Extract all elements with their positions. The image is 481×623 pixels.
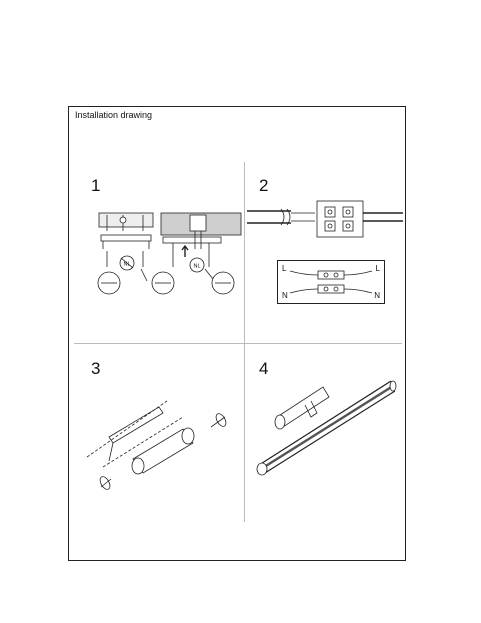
drawing-title: Installation drawing: [75, 110, 153, 120]
step1-bracket-left: [101, 235, 151, 241]
live-label-right: L: [375, 264, 380, 273]
step2-wiring-lines: [278, 261, 384, 303]
step2-cable-right: [363, 213, 403, 221]
step1-bracket-right: [163, 237, 221, 243]
step3-rotate-icon-left: [98, 475, 112, 491]
step-number-3: 3: [91, 359, 101, 378]
horizontal-divider: [74, 343, 402, 344]
step3-attach-lamp-illustration: [83, 387, 243, 497]
neutral-label-left: N: [282, 291, 288, 300]
step4-finished-lamp-illustration: [245, 377, 405, 487]
step1-badge-right-label: NL: [193, 263, 201, 270]
step2-wiring-legend: [277, 260, 385, 304]
step-number-4: 4: [259, 359, 269, 378]
step4-lamp-endcap: [257, 463, 267, 475]
neutral-label-right: N: [374, 291, 380, 300]
step2-cable-terminal-illustration: [245, 191, 405, 251]
step3-wall-bracket: [109, 407, 163, 443]
step2-terminal-block: [317, 201, 363, 237]
step1-bracket-mounting-illustration: [97, 207, 243, 297]
installation-sheet: [68, 106, 406, 561]
step-number-2: 2: [259, 176, 269, 195]
step1-badge-left-label: NL: [123, 261, 131, 268]
live-terminal: [318, 271, 344, 279]
live-label-left: L: [282, 264, 287, 273]
step-number-1: 1: [91, 176, 101, 195]
neutral-terminal: [318, 285, 344, 293]
